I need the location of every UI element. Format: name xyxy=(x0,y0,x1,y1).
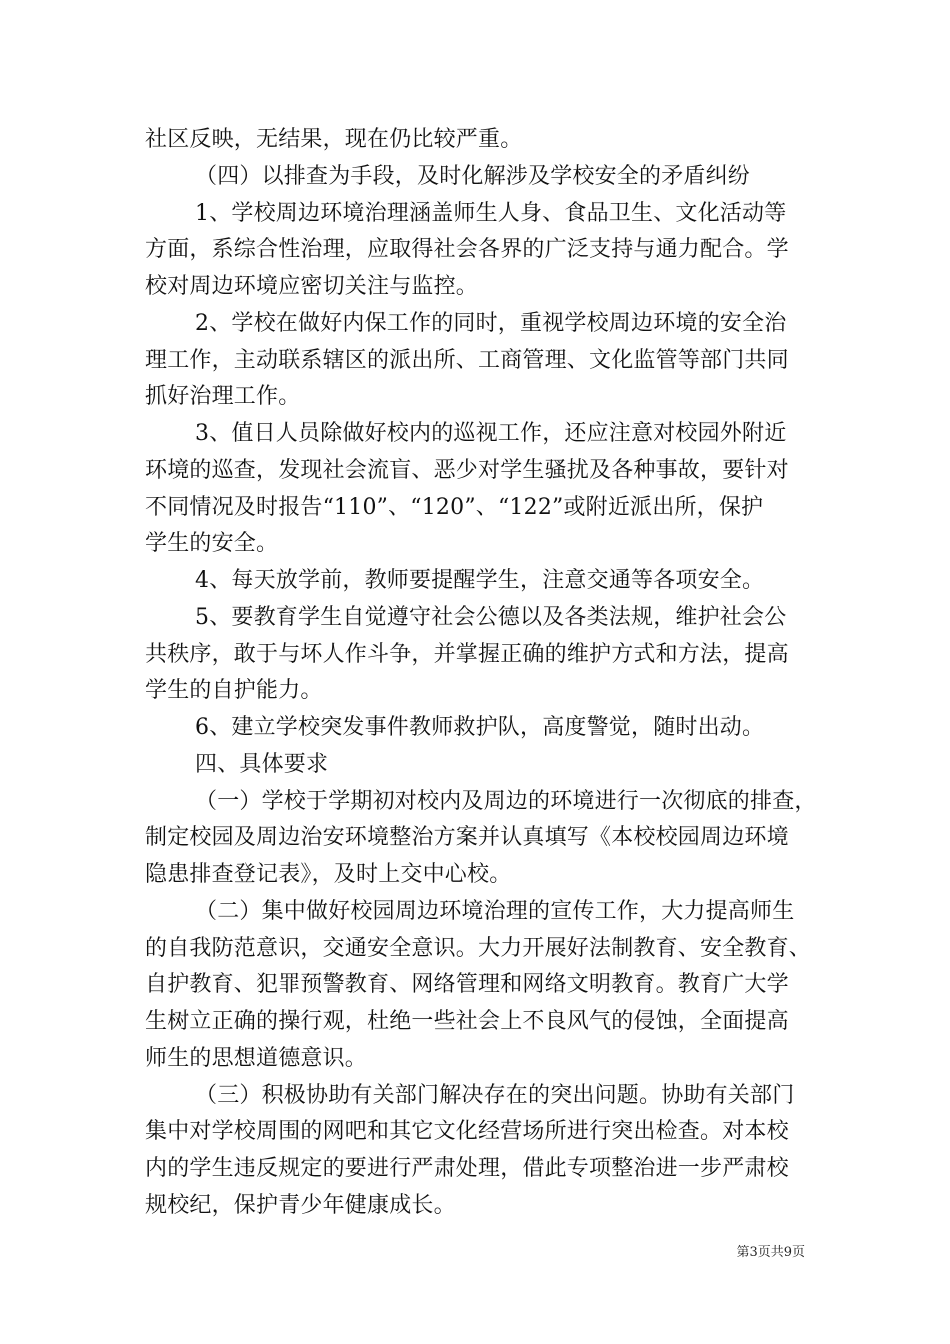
paragraph-line: 理工作，主动联系辖区的派出所、工商管理、文化监管等部门共同 xyxy=(145,347,789,373)
paragraph-line: 生树立正确的操行观，杜绝一些社会上不良风气的侵蚀，全面提高 xyxy=(145,1009,789,1034)
paragraph-line: 学生的安全。 xyxy=(145,531,279,557)
paragraph-line: 集中对学校周围的网吧和其它文化经营场所进行突出检查。对本校 xyxy=(145,1119,789,1145)
paragraph-line: 师生的思想道德意识。 xyxy=(145,1045,368,1071)
paragraph-line: （二）集中做好校园周边环境治理的宣传工作，大力提高师生 xyxy=(195,898,795,924)
paragraph-line: 4、每天放学前，教师要提醒学生，注意交通等各项安全。 xyxy=(195,568,765,593)
paragraph-line: （一）学校于学期初对校内及周边的环境进行一次彻底的排查， xyxy=(195,788,817,814)
paragraph-line: 内的学生违反规定的要进行严肃处理，借此专项整治进一步严肃校 xyxy=(145,1156,789,1181)
paragraph-line: （四）以排查为手段，及时化解涉及学校安全的矛盾纠纷 xyxy=(195,163,751,189)
paragraph-line: 共秩序，敢于与坏人作斗争，并掌握正确的维护方式和方法，提高 xyxy=(145,641,789,667)
paragraph-line: 5、要教育学生自觉遵守社会公德以及各类法规，维护社会公 xyxy=(195,604,787,630)
paragraph-line: 校对周边环境应密切关注与监控。 xyxy=(145,274,479,299)
paragraph-line: 学生的自护能力。 xyxy=(145,678,323,704)
paragraph-line: 2、学校在做好内保工作的同时，重视学校周边环境的安全治 xyxy=(195,310,787,336)
paragraph-line: （三）积极协助有关部门解决存在的突出问题。协助有关部门 xyxy=(195,1082,795,1108)
paragraph-line: 环境的巡查，发现社会流盲、恶少对学生骚扰及各种事故，要针对 xyxy=(145,457,789,483)
paragraph-line: 抓好治理工作。 xyxy=(145,384,301,410)
paragraph-line: 的自我防范意识，交通安全意识。大力开展好法制教育、安全教育、 xyxy=(145,935,812,961)
page-number: 第3页共9页 xyxy=(736,1245,805,1260)
paragraph-line: 制定校园及周边治安环境整治方案并认真填写《本校校园周边环境 xyxy=(145,825,789,851)
paragraph-line: 1、学校周边环境治理涵盖师生人身、食品卫生、文化活动等 xyxy=(195,200,787,226)
paragraph-line: 不同情况及时报告“110”、“120”、“122”或附近派出所，保护 xyxy=(145,494,764,520)
paragraph-line: 四、具体要求 xyxy=(195,751,329,777)
paragraph-line: 社区反映，无结果，现在仍比较严重。 xyxy=(145,127,523,152)
paragraph-line: 6、建立学校突发事件教师救护队，高度警觉，随时出动。 xyxy=(195,715,765,740)
paragraph-line: 隐患排查登记表》，及时上交中心校。 xyxy=(145,862,512,887)
paragraph-line: 3、值日人员除做好校内的巡视工作，还应注意对校园外附近 xyxy=(195,421,787,446)
paragraph-line: 自护教育、犯罪预警教育、网络管理和网络文明教育。教育广大学 xyxy=(145,972,789,998)
paragraph-line: 方面，系综合性治理，应取得社会各界的广泛支持与通力配合。学 xyxy=(145,237,789,263)
paragraph-line: 规校纪，保护青少年健康成长。 xyxy=(145,1192,456,1218)
